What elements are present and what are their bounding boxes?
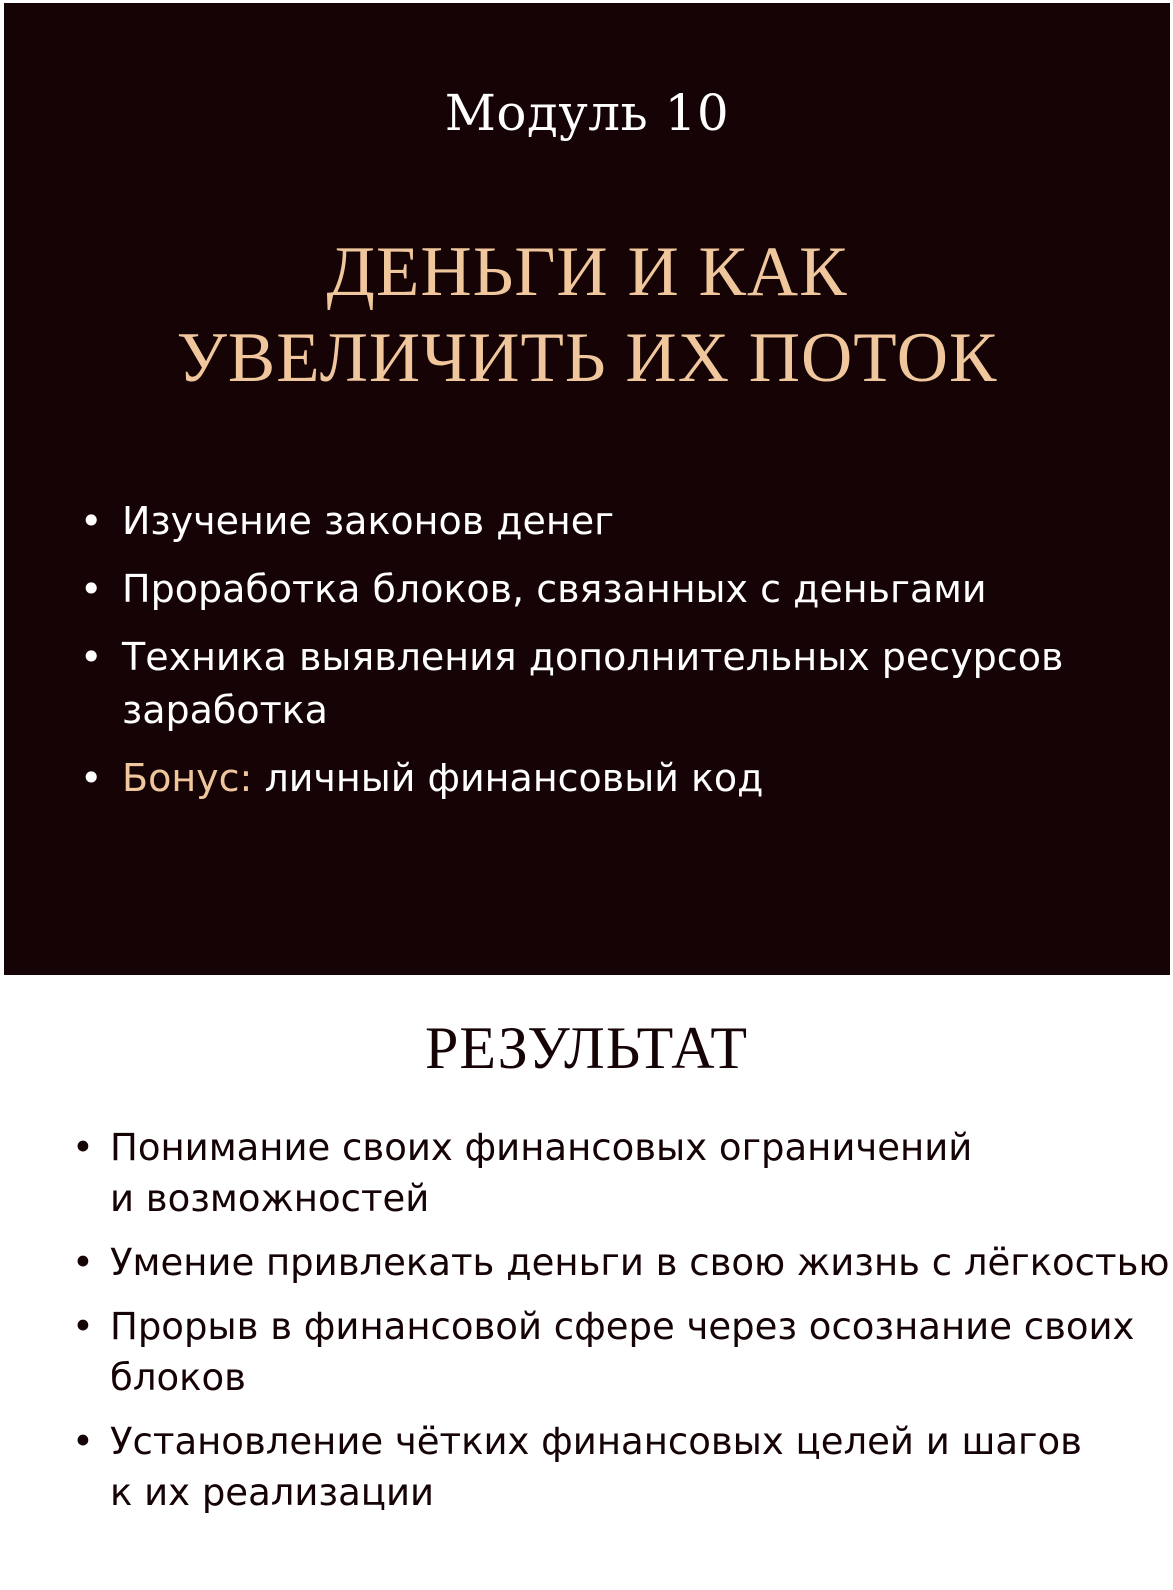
- result-title: РЕЗУЛЬТАТ: [424, 1015, 749, 1081]
- result-text-line-1: Понимание своих финансовых ограничений: [110, 1126, 973, 1169]
- results-list: [68, 1122, 1170, 1531]
- topic-text: Изучение законов денег: [122, 499, 615, 543]
- list-item: [74, 563, 1134, 616]
- list-item: [68, 1122, 1148, 1224]
- result-text-line-2: к их реализации: [110, 1471, 435, 1514]
- topic-text: Техника выявления дополнительных ресурсов заработка: [122, 635, 1064, 732]
- result-text-line-2: блоков: [110, 1356, 246, 1399]
- list-item: [68, 1416, 1148, 1518]
- topic-text: Проработка блоков, связанных с деньгами: [122, 567, 987, 611]
- list-item: [68, 1237, 1170, 1288]
- bullet-icon: •: [72, 1126, 94, 1169]
- list-item: [74, 495, 1134, 548]
- bullet-icon: •: [80, 499, 103, 543]
- result-text-line-1: Прорыв в финансовой сфере через осознание своих: [110, 1305, 1135, 1348]
- module-title-line-2: УВЕЛИЧИТЬ ИХ ПОТОК: [176, 319, 998, 397]
- result-text-line-2: и возможностей: [110, 1177, 430, 1220]
- bullet-icon: •: [72, 1305, 94, 1348]
- list-item: [68, 1301, 1148, 1403]
- bullet-icon: •: [80, 567, 103, 611]
- topics-list: [74, 495, 1134, 820]
- bullet-icon: •: [72, 1420, 94, 1463]
- bullet-icon: •: [80, 635, 103, 679]
- bonus-label: Бонус:: [122, 756, 253, 800]
- bullet-icon: •: [72, 1241, 94, 1284]
- result-text-line-1: Умение привлекать деньги в свою жизнь с лёгкостью: [110, 1241, 1170, 1284]
- result-text-line-1: Установление чётких финансовых целей и шагов: [110, 1420, 1082, 1463]
- bullet-icon: •: [80, 756, 103, 800]
- module-title-line-1: ДЕНЬГИ И КАК: [326, 233, 848, 311]
- list-item-bonus: [74, 752, 1134, 805]
- module-panel: [4, 3, 1170, 975]
- list-item: [74, 631, 1134, 737]
- module-number: Модуль 10: [444, 84, 730, 142]
- bonus-text: личный финансовый код: [252, 756, 764, 800]
- module-title: [4, 229, 1170, 401]
